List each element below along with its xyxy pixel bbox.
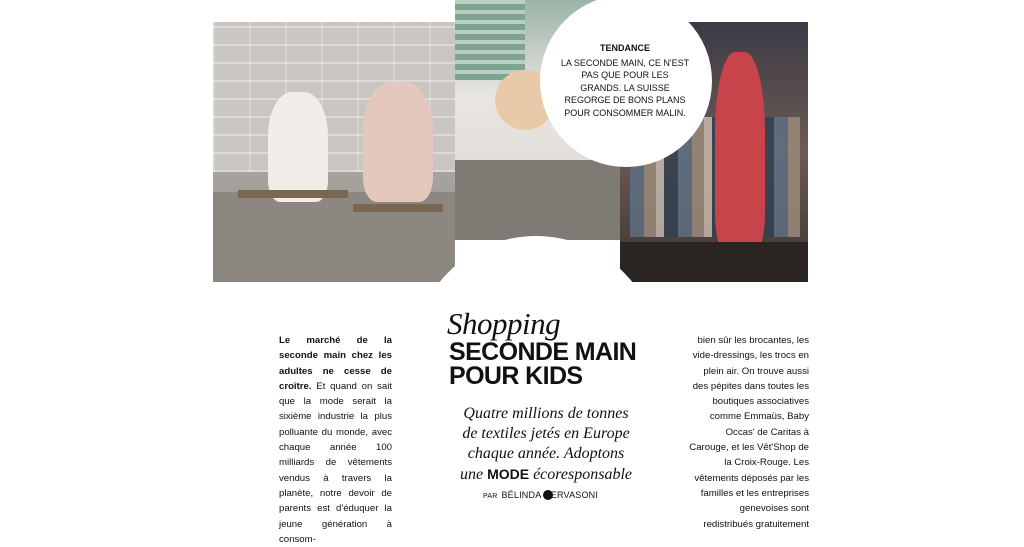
body-text-left: Et quand on sait que la mode serait la sixième industrie la plus polluante du monde, avec chaque année 100 milliards de vêtements vendus à travers la planète, notre devoir de parents est d'éduquer la jeune génération à consom- <box>279 380 392 545</box>
wooden-stool <box>238 190 348 282</box>
body-column-left <box>279 333 392 547</box>
headline <box>449 340 636 388</box>
headline-line-2: POUR KIDS <box>449 362 583 390</box>
body-column-right <box>688 333 809 532</box>
tendance-blurb <box>560 42 690 119</box>
girl-white-dress <box>268 92 328 202</box>
headline-line-1: SECONDE MAIN <box>449 338 637 366</box>
wooden-stool <box>353 204 443 282</box>
deck-text-end: écoresponsable <box>533 466 633 483</box>
byline-author: BÉLINDA GERVASONI <box>501 490 599 500</box>
section-kicker: Shopping <box>447 306 561 341</box>
floor <box>620 242 808 282</box>
deck-mode: MODE <box>487 466 530 482</box>
girl-pink-dress <box>363 82 433 202</box>
shelf <box>455 160 620 240</box>
body-text-right: bien sûr les brocantes, les vide-dressings, les trocs en plein air. On trouve aussi des pépites dans toutes les boutiques associatives comme Emmaüs, Baby Occas' de Caritas à Carouge, et les Vêt'Shop de la Croix-Rouge. Les vêtements déposés par les familles et les entreprises genevoises sont redistribués gratuitement <box>689 335 809 530</box>
body-lead: Le marché de la seconde main chez les adultes ne cesse de croître. <box>279 335 392 392</box>
deck-text: Quatre millions de tonnes de textiles jetés en Europe chaque année. Adoptons une <box>459 405 630 483</box>
folded-sweaters <box>455 0 525 80</box>
byline <box>483 490 598 500</box>
tendance-text: LA SECONDE MAIN, CE N'EST PAS QUE POUR LES GRANDS. LA SUISSE REGORGE DE BONS PLANS POUR CONSOMMER MALIN. <box>560 57 690 118</box>
girl-red-dress <box>715 52 765 252</box>
tendance-heading: TENDANCE <box>599 43 650 53</box>
photo-girls-on-stools <box>213 22 455 282</box>
byline-prefix: PAR <box>483 493 498 500</box>
